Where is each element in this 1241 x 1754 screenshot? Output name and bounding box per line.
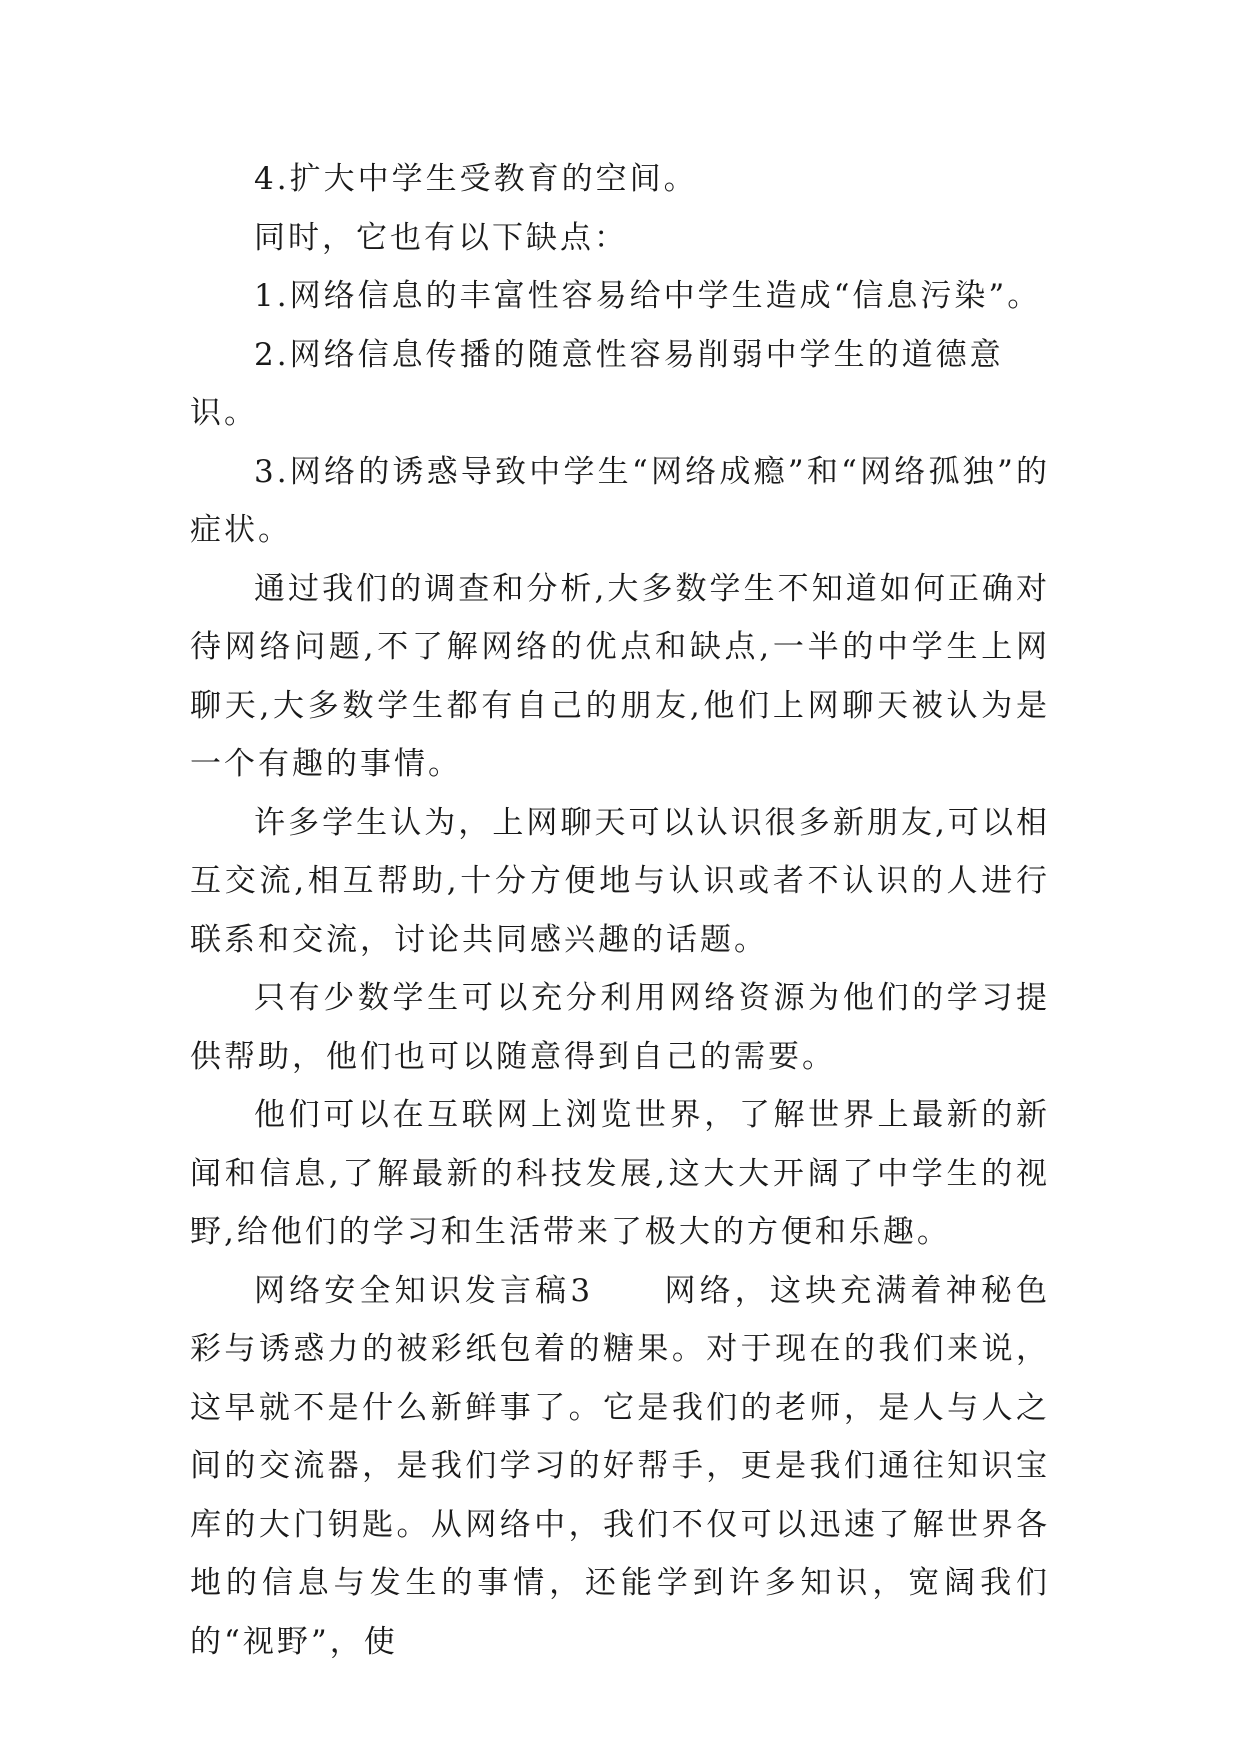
- survey-analysis-paragraph: 通过我们的调查和分析,大多数学生不知道如何正确对待网络问题,不了解网络的优点和缺点,一半的中学生上网聊天,大多数学生都有自己的朋友,他们上网聊天被认为是一个有趣的事情。: [190, 570, 1050, 782]
- body-text: [190, 150, 1050, 1671]
- resource-use-paragraph: 只有少数学生可以充分利用网络资源为他们的学习提供帮助，他们也可以随意得到自己的需要。: [190, 980, 1050, 1075]
- drawback-item-3: 3.网络的诱惑导致中学生“网络成瘾”和“网络孤独”的症状。: [190, 453, 1050, 548]
- chat-opinion-paragraph: 许多学生认为，上网聊天可以认识很多新朋友,可以相互交流,相互帮助,十分方便地与认识或者不认识的人进行联系和交流，讨论共同感兴趣的话题。: [190, 804, 1050, 958]
- speech-3-paragraph: 网络安全知识发言稿3 网络，这块充满着神秘色彩与诱惑力的被彩纸包着的糖果。对于现在的我们来说，这早就不是什么新鲜事了。它是我们的老师，是人与人之间的交流器，是我们学习的好帮手，更是我们通往知识宝库的大门钥匙。从网络中，我们不仅可以迅速了解世界各地的信息与发生的事情，还能学到许多知识，宽阔我们的“视野”，使: [190, 1272, 1050, 1660]
- browsing-paragraph: 他们可以在互联网上浏览世界，了解世界上最新的新闻和信息,了解最新的科技发展,这大大开阔了中学生的视野,给他们的学习和生活带来了极大的方便和乐趣。: [190, 1097, 1050, 1250]
- drawback-item-1: 1.网络信息的丰富性容易给中学生造成“信息污染”。: [254, 278, 1042, 314]
- drawbacks-intro: 同时，它也有以下缺点：: [254, 219, 628, 256]
- drawback-item-2: 2.网络信息传播的随意性容易削弱中学生的道德意识。: [190, 336, 1004, 431]
- list-item-4: 4.扩大中学生受教育的空间。: [254, 161, 698, 197]
